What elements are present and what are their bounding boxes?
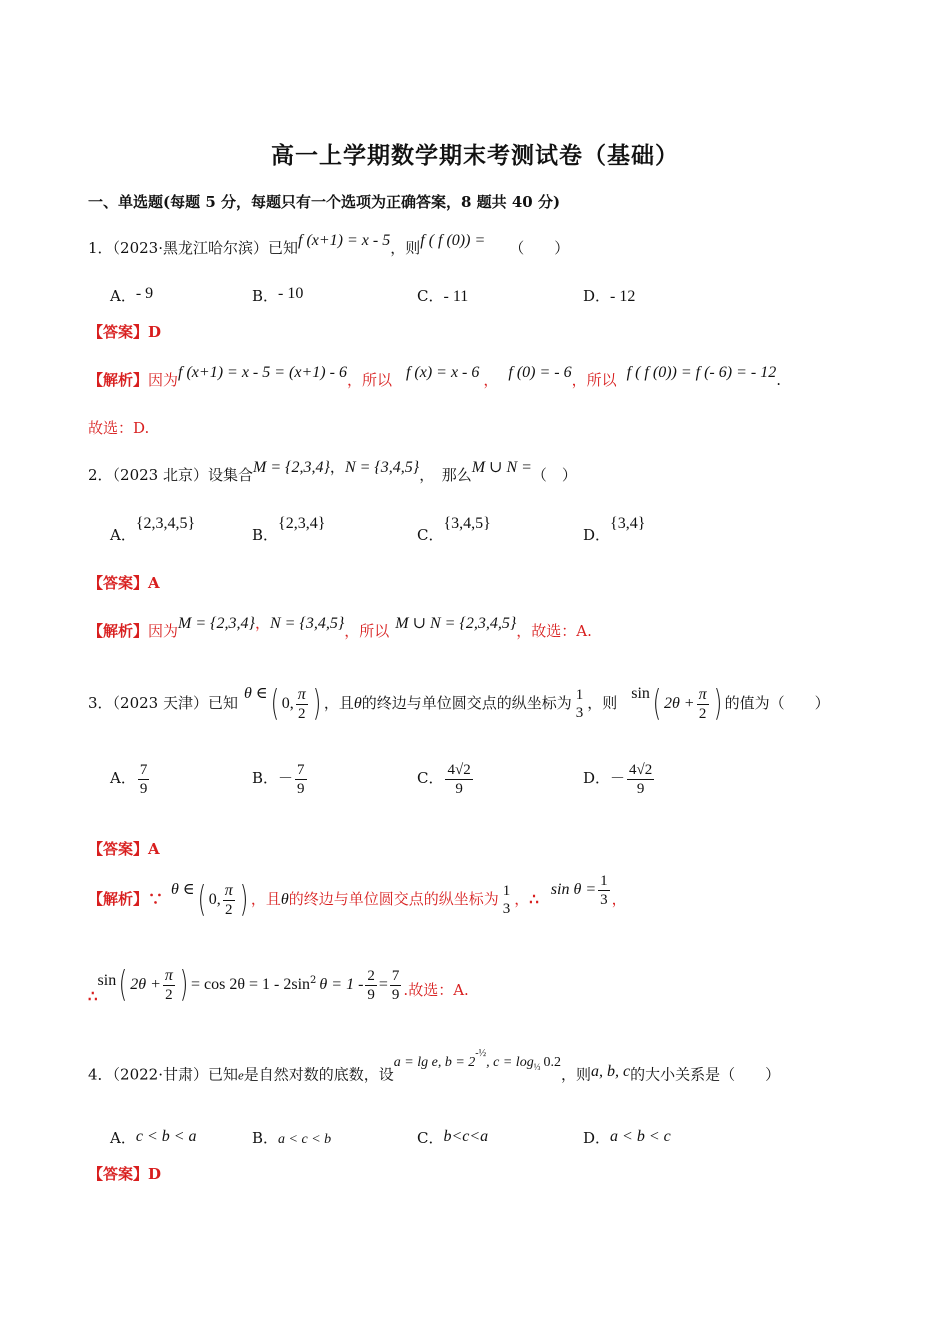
analysis-one-third (501, 882, 513, 918)
option-fraction (295, 761, 307, 798)
analysis-text: ，所以 (571, 371, 617, 389)
option-fraction (445, 761, 472, 798)
option-label: A． (110, 769, 136, 787)
q3-option-a (110, 758, 151, 798)
q4-option-c (417, 1128, 488, 1149)
analysis-theta: θ (280, 891, 289, 908)
q1-conclusion: 故选：D. (88, 419, 150, 437)
frac-den: 9 (455, 780, 463, 797)
q4-e: e (238, 1067, 244, 1083)
frac-den: 9 (636, 780, 645, 797)
q1-expr2: f ( f (0)) = (420, 232, 486, 249)
option-value: {3,4} (610, 515, 646, 532)
frac-num: π (698, 685, 707, 703)
q4-abc: a, b, c (590, 1062, 631, 1080)
q4-option-d (583, 1128, 671, 1149)
option-label: B． (252, 769, 279, 787)
analysis-two-ninths (365, 967, 377, 1004)
q2-option-b (252, 515, 326, 546)
option-label: C． (417, 526, 444, 544)
answer-label: 【答案】 (88, 1165, 149, 1183)
q2-expr3: M ∪ N = (471, 459, 532, 476)
q2-expr2: N = {3,4,5} (344, 459, 420, 476)
therefore-icon: ∴ (88, 987, 98, 1005)
option-value: - 10 (278, 285, 304, 302)
frac-num: 1 (502, 883, 511, 899)
option-label: D． (583, 1129, 611, 1147)
right-paren-icon: ) (713, 683, 722, 724)
q1-text: ，则 (390, 239, 421, 257)
frac-den: 3 (575, 705, 584, 721)
q4-expr-c: , c = log (486, 1054, 534, 1070)
q2-analysis (88, 614, 592, 642)
analysis-sin: sin (97, 972, 117, 989)
analysis-text: ，且 (250, 890, 281, 908)
option-label: A． (110, 1129, 136, 1147)
q3-theta: θ (353, 695, 362, 712)
frac-num: 4√2 (447, 761, 471, 778)
analysis-theta-eq: θ = 1 - (319, 976, 364, 993)
q3-zero: 0, (281, 695, 294, 712)
analysis-theta-in: θ ∈ (171, 881, 195, 898)
option-label: C． (417, 1129, 444, 1147)
frac-den: 2 (298, 705, 306, 722)
q4-exponent: -½ (475, 1048, 487, 1059)
q3-one-third (574, 686, 586, 722)
analysis-text: 因为 (148, 371, 179, 389)
analysis-cos-expr: = cos 2θ = 1 - 2sin (190, 976, 311, 993)
q1-number: 1． (88, 239, 113, 257)
left-paren-icon: ( (270, 683, 279, 724)
analysis-text: ， (483, 371, 499, 389)
frac-den: 2 (225, 901, 233, 918)
option-label: C． (417, 287, 444, 305)
left-paren-icon: ( (652, 683, 662, 724)
q4-log-base: ⅓ (533, 1061, 541, 1072)
option-label: B． (252, 1129, 279, 1147)
analysis-two-theta-plus: 2θ + (130, 976, 161, 993)
frac-num: 2 (367, 967, 375, 984)
q3-source: （2023 天津）已知 (112, 694, 238, 712)
q2-source: （2023 北京）设集合 (112, 466, 253, 484)
q1-expr1: f (x+1) = x - 5 (298, 232, 391, 249)
frac-num: 7 (391, 967, 400, 984)
analysis-conclusion: .故选：A. (403, 981, 469, 999)
q1-analysis (88, 364, 781, 391)
q2-blank: （ ） (531, 466, 577, 484)
analysis-pi-over-2 (163, 967, 175, 1004)
option-value: {2,3,4,5} (135, 515, 196, 532)
option-label: D． (583, 526, 611, 544)
right-paren-icon: ) (239, 879, 249, 920)
analysis-one-third-b (598, 872, 610, 909)
frac-den: 9 (297, 780, 305, 797)
q1-option-b (252, 286, 303, 307)
q3-option-c (417, 758, 475, 798)
frac-num: π (297, 685, 306, 703)
option-fraction (138, 761, 150, 798)
answer-label: 【答案】 (88, 840, 149, 858)
option-value: c < b < a (135, 1128, 197, 1145)
frac-num: 7 (139, 761, 148, 778)
left-paren-icon: ( (197, 879, 206, 920)
analysis-text: ，所以 (346, 371, 392, 389)
q4-text: 是自然对数的底数，设 (243, 1065, 394, 1084)
q4-option-b (252, 1128, 331, 1150)
q1-source: （2023·黑龙江哈尔滨）已知 (112, 239, 298, 257)
option-fraction (627, 761, 654, 798)
frac-den: 9 (139, 780, 148, 797)
q3-theta-in: θ ∈ (244, 685, 268, 702)
analysis-text: ，所以 (344, 622, 390, 640)
q4-number: 4． (88, 1065, 113, 1084)
frac-den: 9 (391, 986, 400, 1003)
option-label: B． (252, 526, 279, 544)
analysis-label: 【解析】 (88, 890, 149, 908)
q1-blank: （ ） (509, 239, 570, 257)
frac-den: 3 (600, 891, 608, 908)
analysis-expr: f (x+1) = x - 5 = (x+1) - 6 (178, 364, 347, 381)
analysis-expr: f (0) = - 6 (508, 364, 572, 381)
answer-value: D (148, 323, 162, 341)
analysis-expr: f (x) = x - 6 (405, 364, 480, 381)
analysis-text: ， (254, 614, 270, 632)
analysis-zero: 0, (208, 891, 221, 908)
answer-label: 【答案】 (88, 323, 149, 341)
option-value: a < c < b (278, 1132, 332, 1147)
analysis-expr: M ∪ N = {2,3,4,5} (395, 615, 517, 632)
option-label: C． (417, 769, 444, 787)
q2-text: ， 那么 (419, 466, 472, 484)
q3-answer (88, 839, 160, 859)
analysis-seven-ninths (390, 967, 402, 1004)
right-paren-icon: ) (179, 964, 189, 1005)
option-sign: － (610, 769, 626, 787)
q3-text: ，且 (323, 694, 354, 712)
analysis-pi-over-2 (223, 882, 235, 919)
q2-number: 2． (88, 466, 113, 484)
frac-den: 3 (502, 901, 511, 917)
option-value: - 12 (610, 288, 636, 305)
q4-text: ，则 (560, 1065, 591, 1084)
q2-option-d (583, 515, 646, 546)
option-value: a < b < c (610, 1128, 671, 1145)
question-1 (88, 232, 570, 259)
q3-number: 3． (88, 694, 113, 712)
q2-answer (88, 573, 160, 593)
question-2 (88, 458, 577, 486)
option-value: - 11 (443, 288, 469, 305)
q3-text: 的值为（ ） (724, 694, 830, 712)
option-value: {3,4,5} (443, 515, 491, 532)
analysis-text: ，故选：A. (516, 622, 592, 640)
therefore-icon: ∴ (529, 890, 539, 908)
analysis-expr: N = {3,4,5} (269, 615, 345, 632)
q3-analysis-line2 (88, 955, 469, 1007)
frac-num: 7 (297, 761, 305, 778)
question-3 (88, 680, 830, 726)
answer-label: 【答案】 (88, 574, 149, 592)
analysis-sin-theta: sin θ = (550, 881, 597, 898)
option-label: A． (110, 526, 136, 544)
option-value: b<c<a (443, 1128, 489, 1145)
right-paren-icon: ) (312, 683, 322, 724)
section-heading: 一、单选题(每题 5 分，每题只有一个选项为正确答案，8 题共 40 分) (88, 193, 561, 211)
q2-expr1: M = {2,3,4} (253, 459, 330, 476)
answer-value: A (148, 840, 160, 858)
option-label: D． (583, 769, 611, 787)
q3-pi-over-2 (697, 686, 709, 723)
q4-expr-ab: a = lg e, b = 2 (393, 1054, 476, 1070)
frac-num: π (224, 881, 233, 899)
q3-pi-over-2 (296, 686, 308, 723)
q1-option-d (583, 286, 635, 307)
q3-analysis (88, 872, 627, 922)
analysis-expr: f ( f (0)) = f (- 6) = - 12 (626, 364, 777, 381)
option-sign: － (278, 769, 294, 787)
analysis-label: 【解析】 (88, 371, 149, 389)
q4-expr (393, 1048, 561, 1072)
frac-den: 2 (165, 986, 173, 1003)
frac-num: 4√2 (629, 761, 653, 778)
option-label: B． (252, 287, 279, 305)
question-4 (88, 1048, 781, 1092)
option-label: D． (583, 287, 611, 305)
analysis-text: ， (611, 890, 627, 908)
because-icon: ∵ (148, 890, 164, 908)
q3-option-d (583, 758, 656, 798)
q2-option-c (417, 515, 491, 546)
page-title: 高一上学期数学期末考测试卷（基础） (271, 142, 679, 169)
answer-value: A (148, 574, 160, 592)
left-paren-icon: ( (119, 964, 128, 1005)
analysis-text: 因为 (148, 622, 179, 640)
option-label: A． (110, 287, 136, 305)
frac-num: π (164, 966, 173, 984)
q1-answer (88, 322, 161, 342)
analysis-expr: M = {2,3,4} (178, 615, 255, 632)
analysis-text: . (776, 371, 781, 389)
frac-num: 1 (575, 687, 584, 703)
q4-source: （2022·甘肃）已知 (112, 1065, 238, 1084)
frac-den: 2 (698, 705, 707, 722)
frac-den: 9 (367, 986, 375, 1003)
q4-answer (88, 1164, 161, 1184)
q3-text: ，则 (587, 694, 618, 712)
analysis-label: 【解析】 (88, 622, 149, 640)
option-value: {2,3,4} (278, 515, 326, 532)
q3-sin: sin (631, 685, 650, 702)
answer-value: D (148, 1165, 162, 1183)
option-value: - 9 (135, 285, 154, 302)
q4-text: 的大小关系是（ ） (630, 1065, 781, 1084)
q3-text: 的终边与单位圆交点的纵坐标为 (361, 694, 572, 712)
q1-option-c (417, 286, 468, 307)
q2-text: ， (329, 458, 345, 476)
analysis-text: 的终边与单位圆交点的纵坐标为 (288, 890, 499, 908)
frac-num: 1 (600, 872, 608, 889)
analysis-text: ， (514, 890, 530, 908)
analysis-square: 2 (310, 975, 317, 986)
analysis-equals: = (378, 976, 388, 993)
q3-option-b (252, 758, 309, 798)
q4-option-a (110, 1128, 197, 1149)
q3-two-theta-plus: 2θ + (663, 695, 695, 712)
q4-log-arg: 0.2 (543, 1054, 561, 1070)
q2-option-a (110, 515, 196, 546)
q1-option-a (110, 286, 153, 307)
